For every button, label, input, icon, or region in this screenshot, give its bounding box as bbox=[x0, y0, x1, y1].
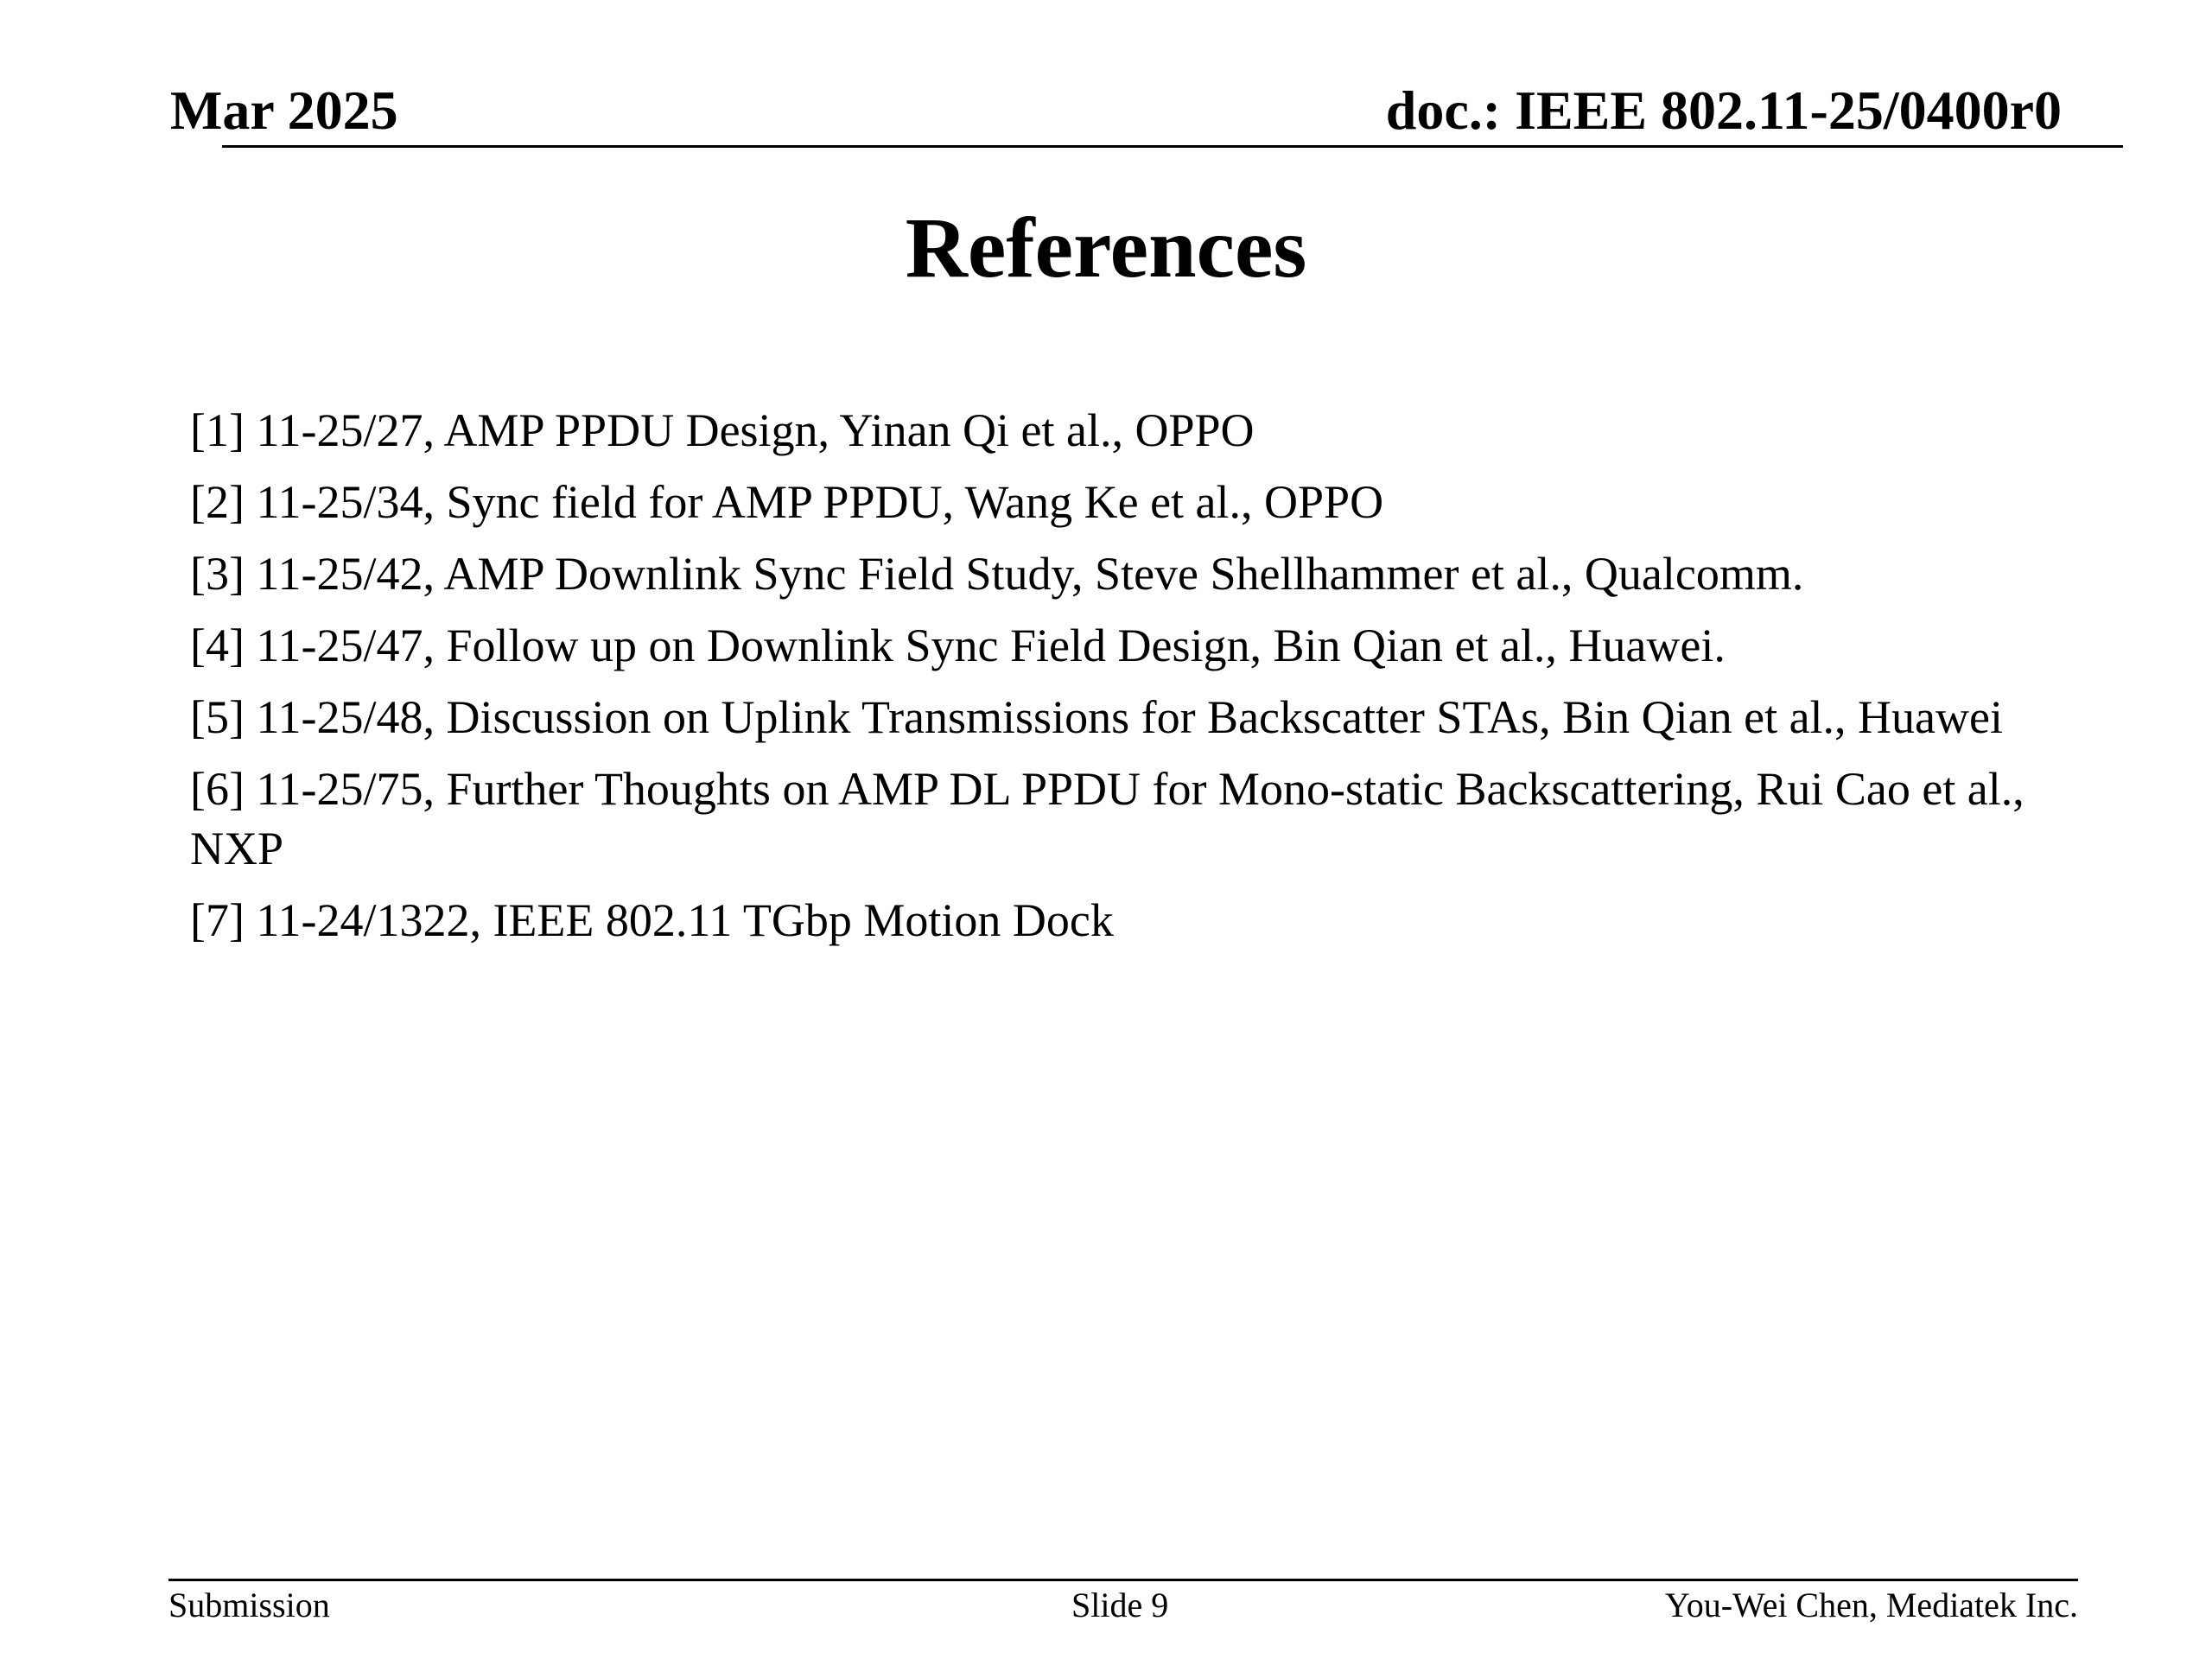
footer-slide-number: Slide 9 bbox=[1071, 1586, 1169, 1624]
reference-item-6: [6] 11-25/75, Further Thoughts on AMP DL PPDU for Mono-static Backscattering, Rui Cao et al., NXP bbox=[190, 763, 2024, 874]
header-divider bbox=[222, 145, 2123, 148]
slide-title: References bbox=[905, 200, 1307, 296]
reference-item-4: [4] 11-25/47, Follow up on Downlink Sync Field Design, Bin Qian et al., Huawei. bbox=[190, 620, 1726, 671]
footer-submission: Submission bbox=[168, 1586, 330, 1624]
reference-item-5: [5] 11-25/48, Discussion on Uplink Transmissions for Backscatter STAs, Bin Qian et al., Huawei bbox=[190, 691, 2003, 743]
reference-list bbox=[190, 401, 2069, 963]
reference-item-1: [1] 11-25/27, AMP PPDU Design, Yinan Qi et al., OPPO bbox=[190, 404, 1255, 456]
header-date: Mar 2025 bbox=[170, 79, 398, 141]
header-document-id: doc.: IEEE 802.11-25/0400r0 bbox=[1385, 79, 2062, 141]
reference-item-7: [7] 11-24/1322, IEEE 802.11 TGbp Motion Dock bbox=[190, 894, 1114, 946]
reference-item-3: [3] 11-25/42, AMP Downlink Sync Field Study, Steve Shellhammer et al., Qualcomm. bbox=[190, 548, 1804, 600]
footer-author: You-Wei Chen, Mediatek Inc. bbox=[1664, 1586, 2078, 1624]
reference-item-2: [2] 11-25/34, Sync field for AMP PPDU, Wang Ke et al., OPPO bbox=[190, 476, 1384, 528]
footer-divider bbox=[168, 1579, 2078, 1581]
